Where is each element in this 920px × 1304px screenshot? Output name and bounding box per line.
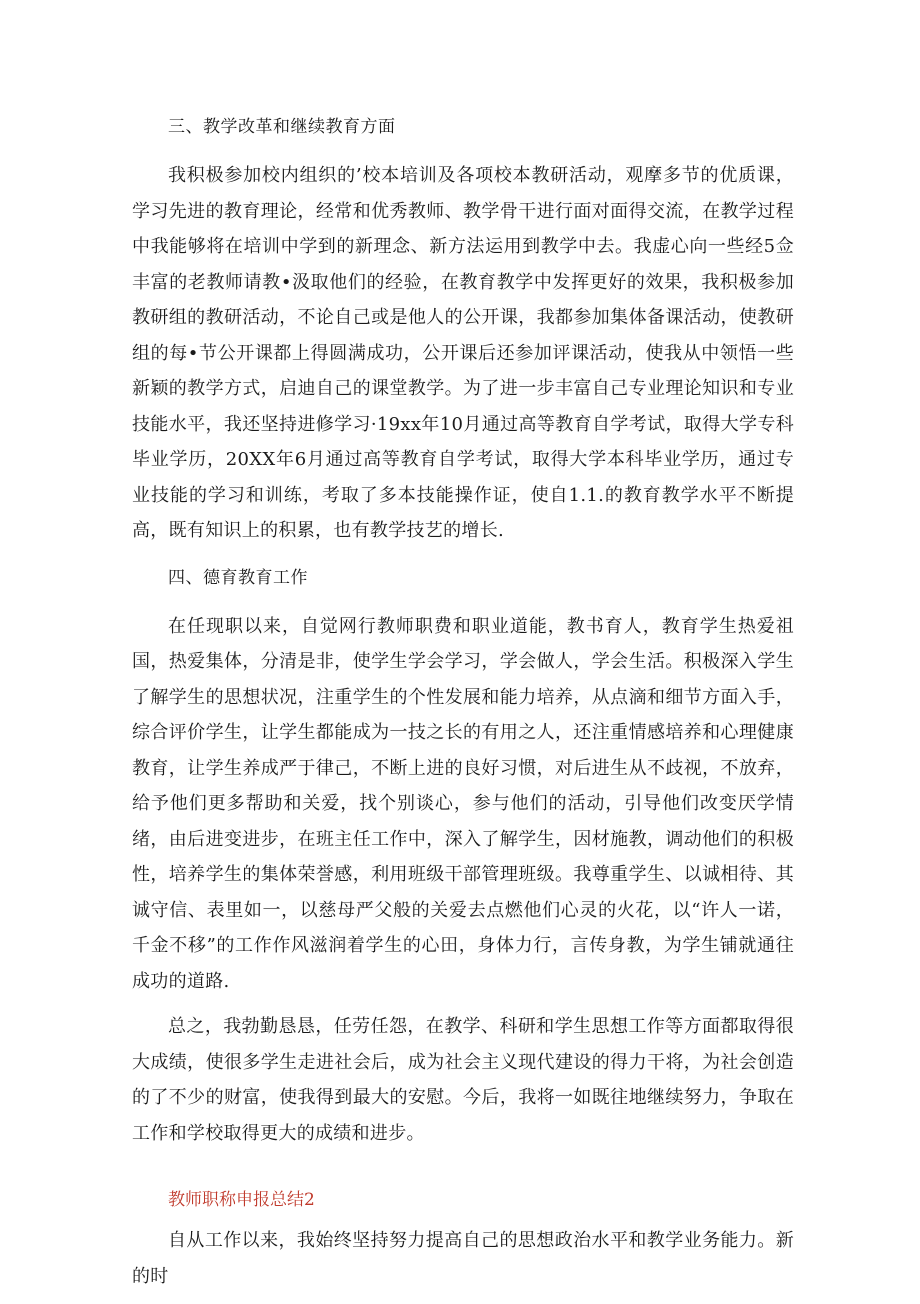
heading-moral-education: 四、德育教育工作 (168, 567, 308, 588)
document-body (132, 112, 794, 1304)
paragraph-summary-2-intro: 自从工作以来，我始终坚持努力提高自己的思想政治水平和教学业务能力。新的时 (132, 1230, 794, 1287)
paragraph-moral-education: 在任现职以来，自觉网行教师职费和职业道能，教书育人，教育学生热爱祖国，热爱集体，分清是非，使学生学会学习，学会做人，学会生活。积极深入学生了解学生的思想状况，注重学生的个性发展和能力培养，从点滴和细节方面入手，综合评价学生，让学生都能成为一技之长的有用之人，还注重情感培养和心理健康教育，让学生养成严于律己，不断上进的良好习惯，对后进生从不歧视，不放弃，给予他们更多帮助和关爱，找个别谈心，参与他们的活动，引导他们改变厌学情绪，由后进变进步，在班主任工作中，深入了解学生，因材施教，调动他们的积极性，培养学生的集体荣誉感，利用班级干部管理班级。我尊重学生、以诚相待、其诚守信、表里如一，以慈母严父般的关爱去点燃他们心灵的火花，以“许人一诺，千金不移”的工作作风滋润着学生的心田，身体力行，言传身教，为学生铺就通往成功的道路. (132, 615, 794, 992)
paragraph-teaching-reform: 我积极参加校内组织的’校本培训及各项校本教研活动，观摩多节的优质课，学习先进的教育理论，经常和优秀教师、教学骨干进行面对面得交流，在教学过程中我能够将在培训中学到的新理念、新方法运用到教学中去。我虚心向一些经5佥丰富的老教师请教•汲取他们的经验，在教育教学中发挥更好的效果，我积极参加教研组的教研活动，不论自己或是他人的公开课，我都参加集体备课活动，使教研组的每•节公开课都上得圆满成功，公开课后还参加评课活动，使我从中领悟一些新颖的教学方式，启迪自己的课堂教学。为了进一步丰富自己专业理论知识和专业技能水平，我还坚持进修学习·19xx年10月通过高等教育自学考试，取得大学专科毕业学历，20XX年6月通过高等教育自学考试，取得大学本科毕业学历，通过专业技能的学习和训练，考取了多本技能操作证，使自1.1.的教育教学水平不断提高，既有知识上的积累，也有教学技艺的增长. (132, 165, 794, 541)
section-title-summary-2: 教师职称申报总结2 (168, 1190, 315, 1210)
heading-teaching-reform: 三、教学改革和继续教育方面 (168, 117, 396, 137)
paragraph-summary: 总之，我勃勤恳恳，任劳任怨，在教学、科研和学生思想工作等方面都取得很大成绩，使很多学生走进社会后，成为社会主义现代建设的得力干将，为社会创造的了不少的财富，使我得到最大的安慰。今后，我将一如既往地继续努力，争取在工作和学校取得更大的成绩和进步。 (132, 1016, 794, 1144)
